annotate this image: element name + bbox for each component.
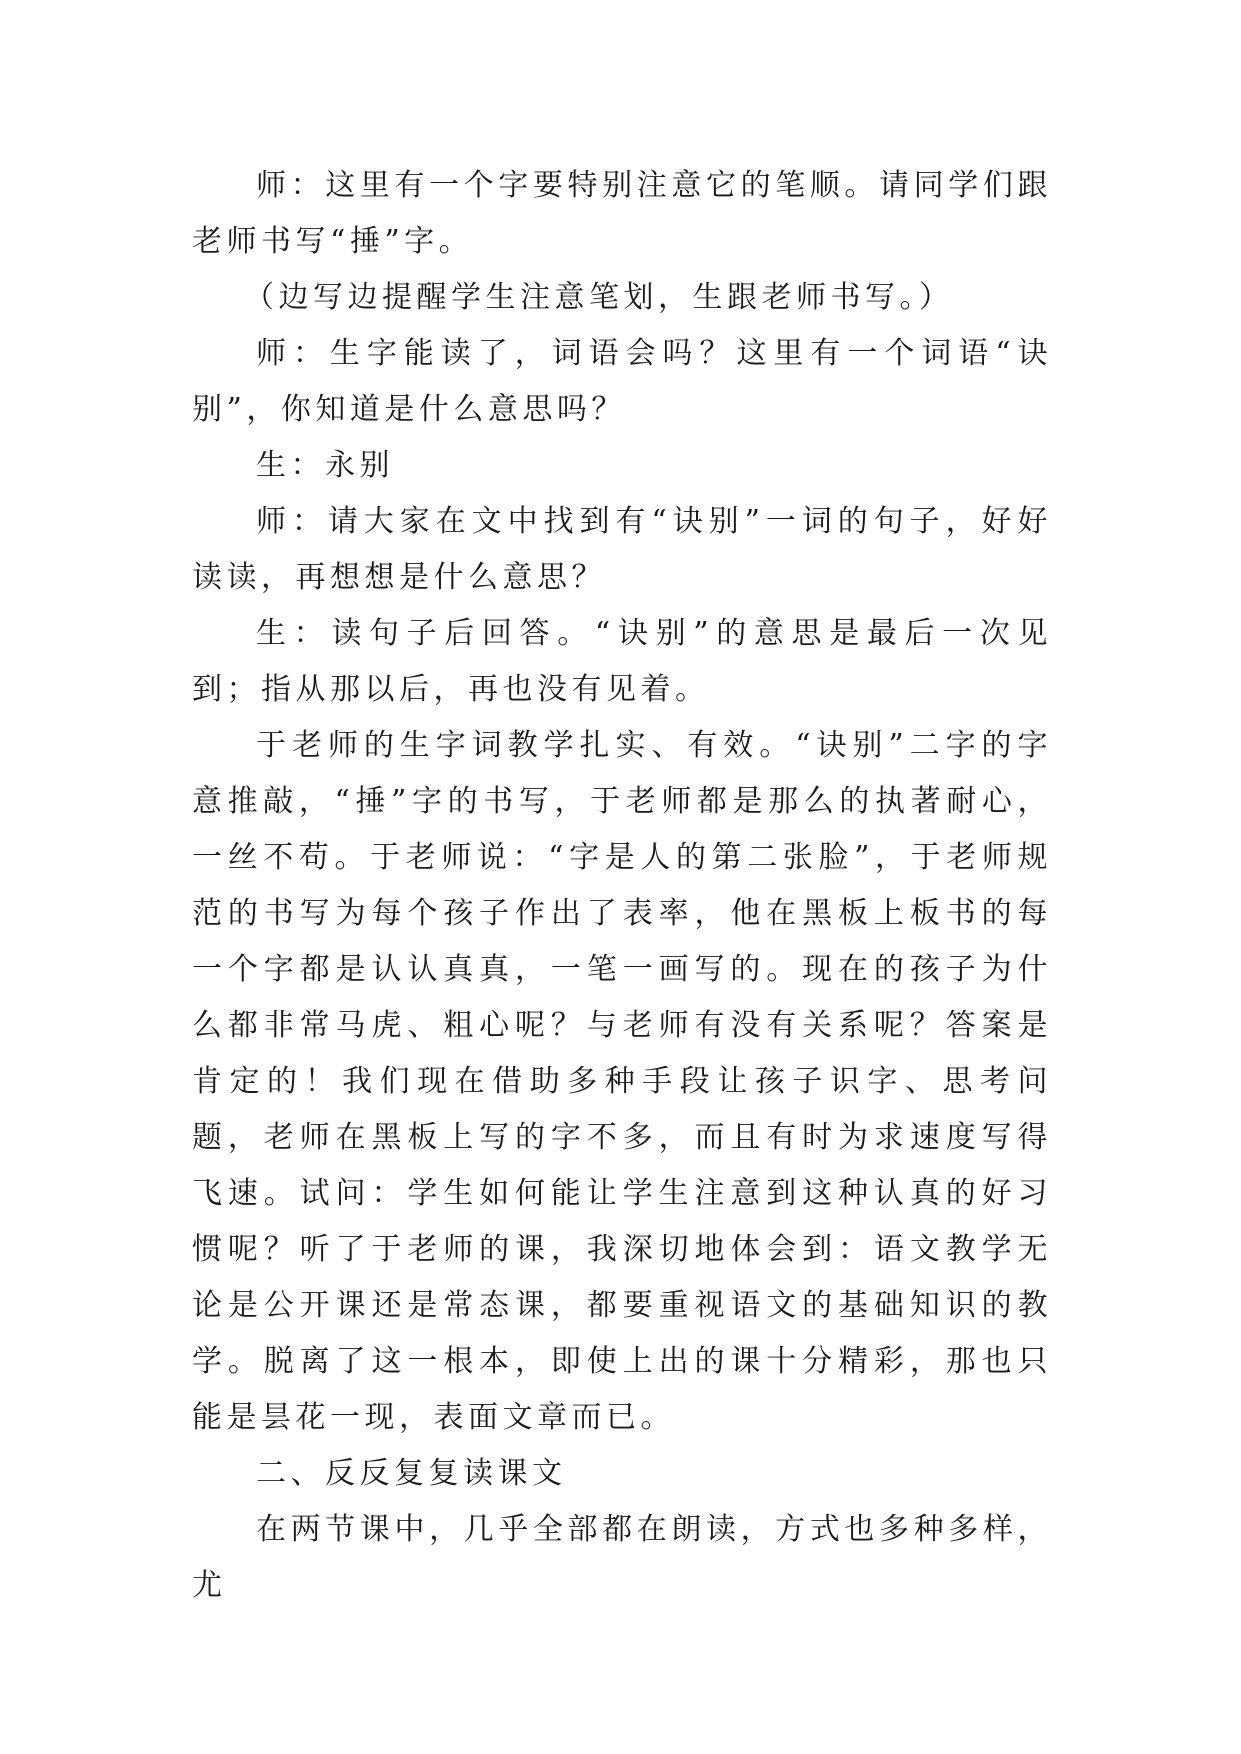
paragraph-teacher-word-question: 师：生字能读了，词语会吗？这里有一个词语“诀别”，你知道是什么意思吗？ xyxy=(192,336,1052,427)
paragraph-teacher-find-sentence: 师：请大家在文中找到有“诀别”一词的句子，好好读读，再想想是什么意思？ xyxy=(192,504,1052,595)
paragraph-commentary: 于老师的生字词教学扎实、有效。“诀别”二字的字意推敲，“捶”字的书写，于老师都是那么的执著耐心，一丝不苟。于老师说：“字是人的第二张脸”，于老师规范的书写为每个孩子作出了表率，他在黑板上板书的每一个字都是认认真真，一笔一画写的。现在的孩子为什么都非常马虎、粗心呢？与老师有没有关系呢？答案是肯定的！我们现在借助多种手段让孩子识字、思考问题，老师在黑板上写的字不多，而且有时为求速度写得飞速。试问：学生如何能让学生注意到这种认真的好习惯呢？听了于老师的课，我深切地体会到：语文教学无论是公开课还是常态课，都要重视语文的基础知识的教学。脱离了这一根本，即使上出的课十分精彩，那也只能是昙花一现，表面文章而已。 xyxy=(192,728,1052,1435)
paragraph-student-answer: 生：永别 xyxy=(256,448,394,483)
section-heading: 二、反反复复读课文 xyxy=(256,1456,567,1491)
paragraph-student-explanation: 生：读句子后回答。“诀别”的意思是最后一次见到；指从那以后，再也没有见着。 xyxy=(192,616,1052,707)
paragraph-teacher-stroke-order: 师：这里有一个字要特别注意它的笔顺。请同学们跟老师书写“捶”字。 xyxy=(192,168,1052,259)
paragraph-stage-direction: （边写边提醒学生注意笔划，生跟老师书写。） xyxy=(244,280,954,315)
document-body xyxy=(192,158,1052,1614)
paragraph-reading: 在两节课中，几乎全部都在朗读，方式也多种多样，尤 xyxy=(192,1512,1052,1603)
